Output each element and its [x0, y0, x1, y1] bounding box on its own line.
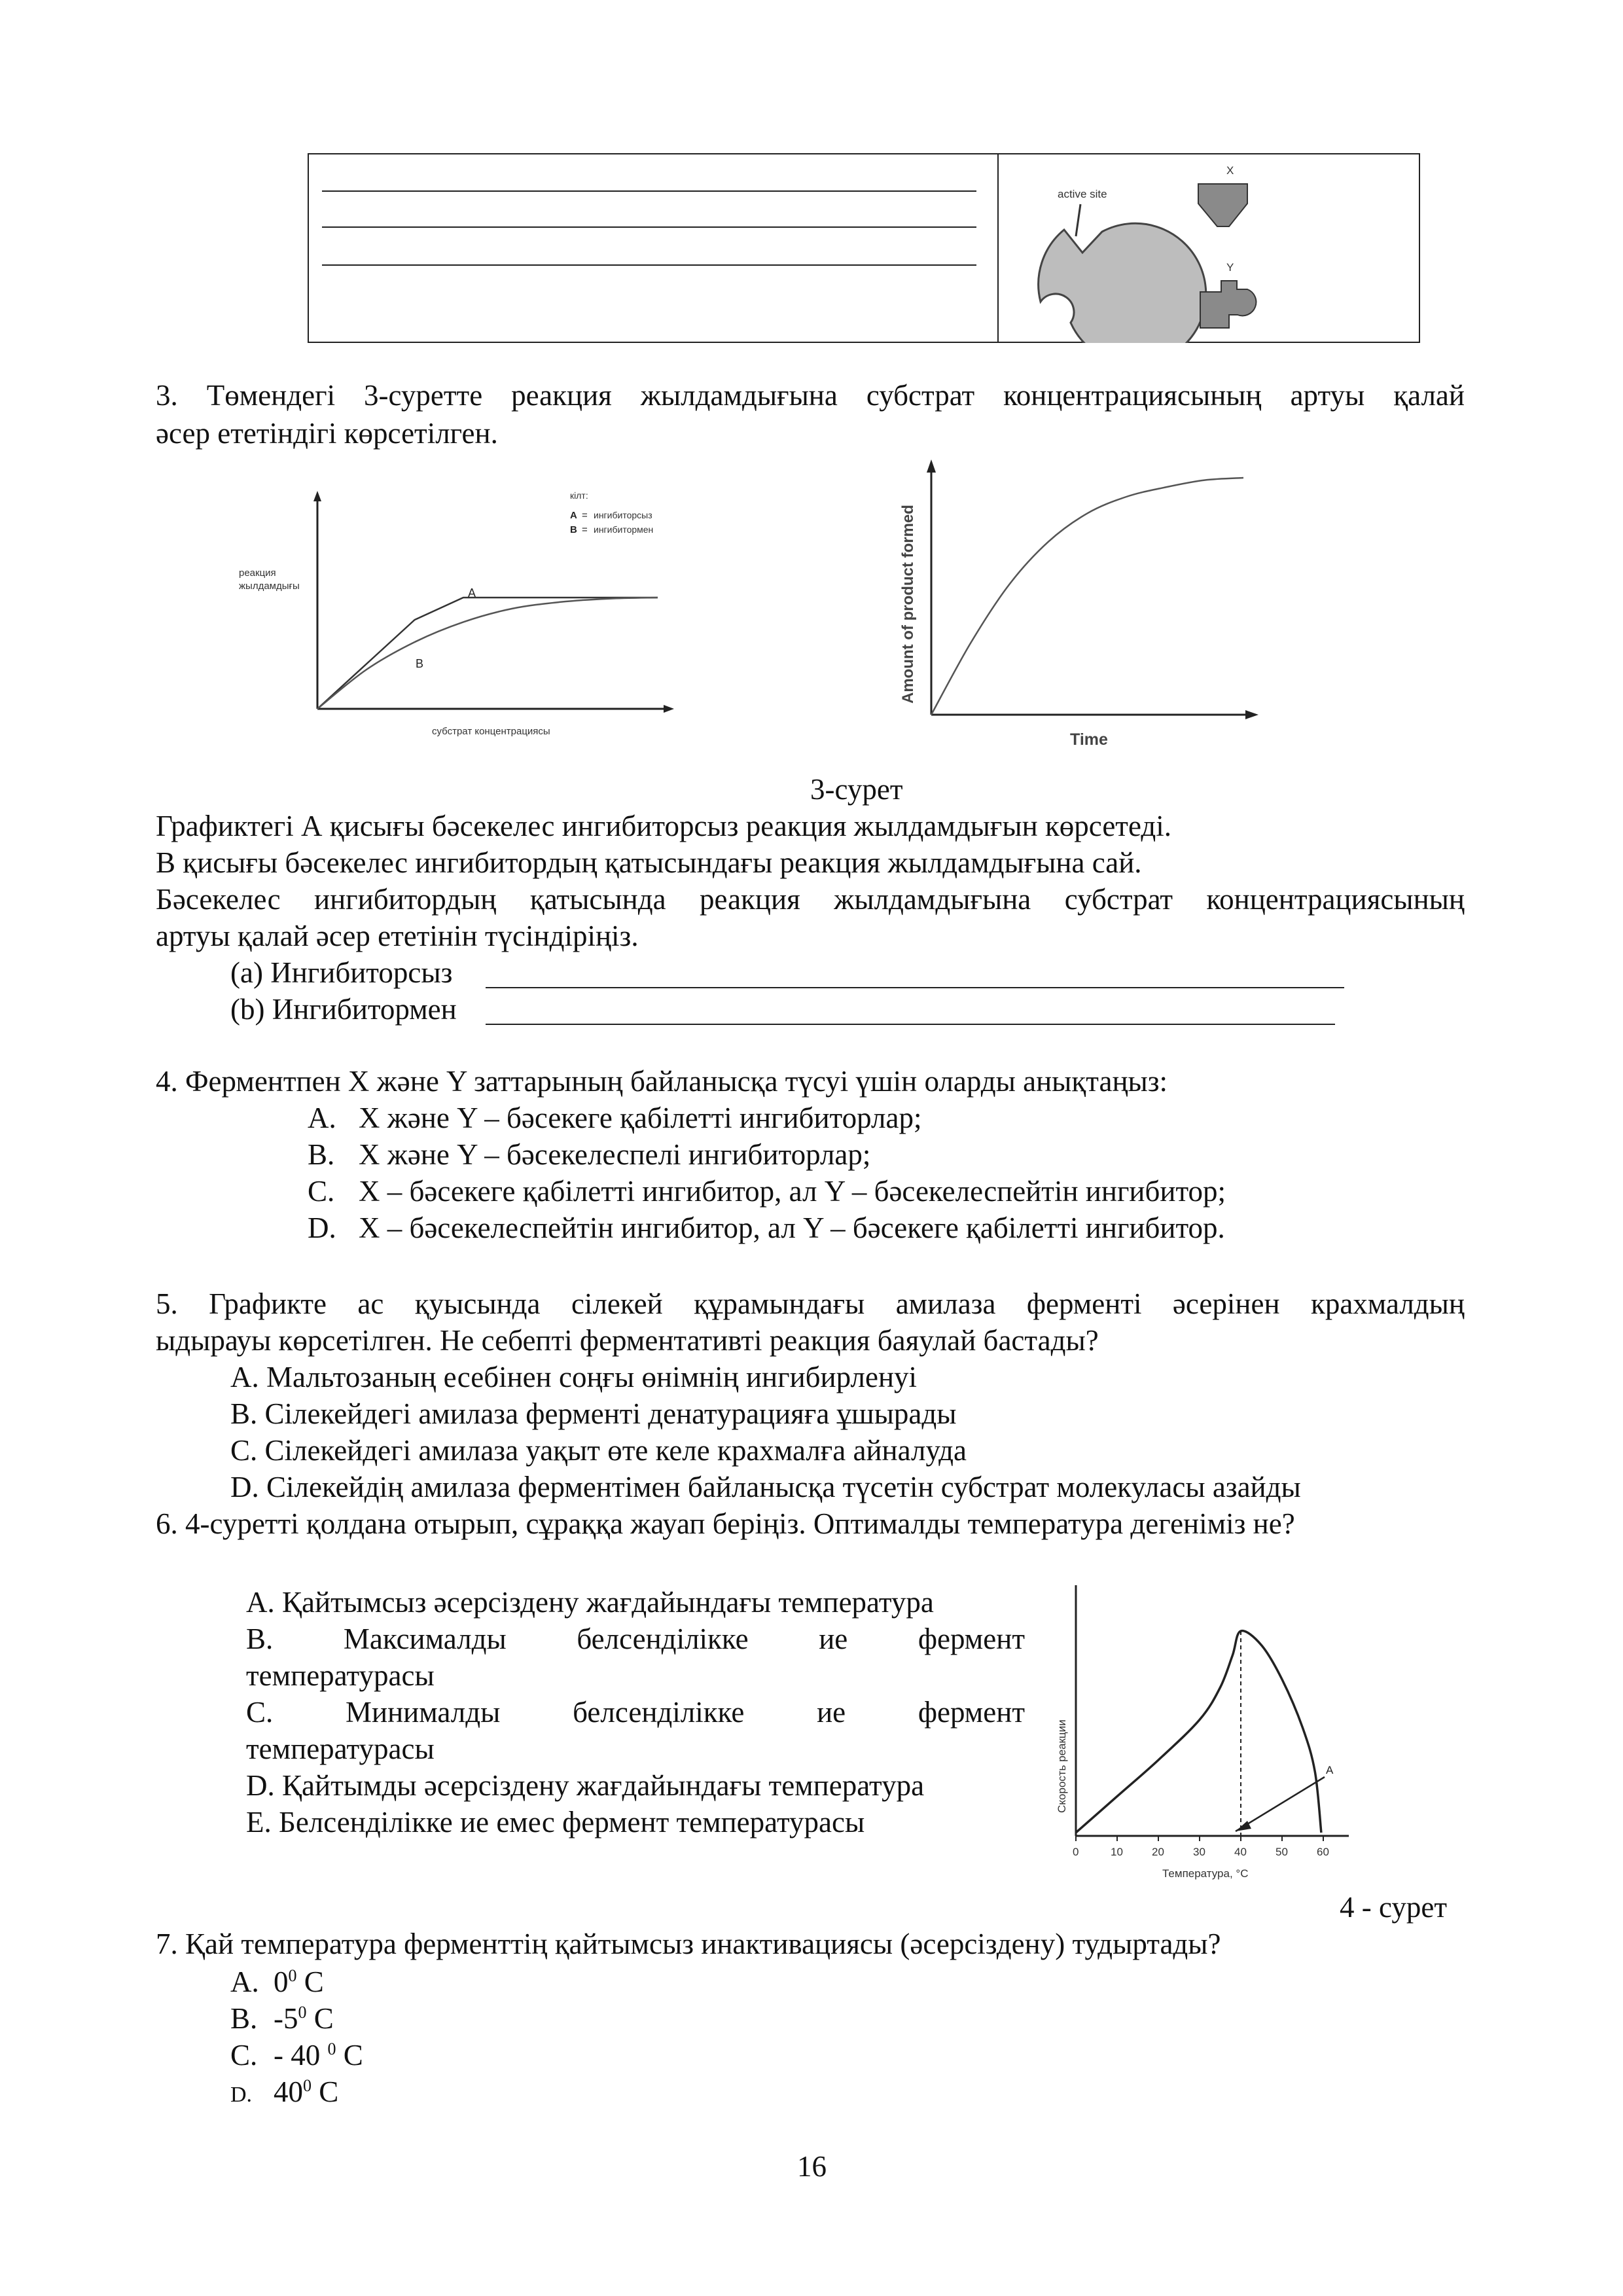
chart3-ylabel: Скорость реакции — [1056, 1719, 1068, 1813]
q3-line1: 3. Төмендегі 3-суретте реакция жылдамдығына субстрат концентрациясының артуы қалай — [156, 379, 1465, 412]
chart3-tick-label: 20 — [1152, 1846, 1164, 1858]
chart1-legend-title: кілт: — [570, 490, 588, 501]
q3-answer-a-label: (a) Ингибиторсыз — [230, 956, 453, 989]
q3-answer-b-label: (b) Ингибитормен — [230, 993, 457, 1026]
q6-options — [246, 1584, 1025, 1840]
q3-line2: әсер ететіндігі көрсетілген. — [156, 417, 498, 450]
q7-options — [230, 1964, 363, 2113]
q5-options — [230, 1359, 1301, 1505]
q5-option-b: B. Сілекейдегі амилаза ферменті денатурацияға ұшырады — [230, 1397, 957, 1430]
chart1-y-arrow — [313, 491, 321, 501]
q7-option-b: B. $-5^0$ C — [230, 2002, 334, 2035]
chart3-background — [1051, 1577, 1359, 1892]
answer-line — [322, 226, 976, 228]
q3-text2: В қисығы бәсекелес ингибитордың қатысындағы реакция жылдамдығына сай. — [156, 846, 1142, 879]
q6-option-a: A. Қайтымсыз әсерсіздену жағдайындағы температура — [246, 1586, 934, 1619]
q3-text1: Графиктегі А қисығы бәсекелес ингибиторсыз реакция жылдамдығын көрсетеді. — [156, 810, 1171, 842]
chart1-xlabel: субстрат концентрациясы — [432, 726, 550, 737]
chart3-point-a-label: A — [1326, 1764, 1334, 1776]
q5-option-a: A. Мальтозаның есебінен соңғы өнімнің ингибирленуі — [230, 1361, 918, 1393]
q3-fig-caption: 3-сурет — [810, 773, 903, 806]
chart1-legend-b-letter: B — [570, 524, 577, 535]
q6-option-b-line2: температурасы — [246, 1659, 435, 1692]
q4-stem: 4. Ферментпен X және Y заттарының байланысқа түсуі үшін оларды анықтаңыз: — [156, 1065, 1168, 1098]
chart2-y-arrow — [927, 459, 936, 473]
q6-fig-caption: 4 - сурет — [1340, 1891, 1448, 1924]
q7-option-a: A. $0^0$ C — [230, 1965, 324, 1998]
chart1-legend-a-eq: = — [582, 510, 588, 521]
q3-text4: артуы қалай әсер ететінін түсіндіріңіз. — [156, 920, 639, 952]
q7-stem: 7. Қай температура ферменттің қайтымсыз инактивациясы (әсерсіздену) тудыртады? — [156, 1928, 1221, 1960]
q5-line1: 5. Графикте ас қуысында сілекей құрамындағы амилаза ферменті әсерінен крахмалдың — [156, 1287, 1465, 1320]
q7-option-d: D. $40^0$ C — [230, 2075, 339, 2108]
chart3-tick-label: 50 — [1275, 1846, 1288, 1858]
y-molecule — [1200, 281, 1256, 328]
q6-option-b-line1: B. Максималды белсенділікке ие фермент — [246, 1623, 1025, 1655]
chart1-ylabel-line2: жылдамдығы — [239, 581, 300, 592]
q6-stem: 6. 4-суретті қолдана отырып, сұраққа жауап беріңіз. Оптималды температура дегеніміз не? — [156, 1507, 1295, 1540]
q4-option-a: A. X және Y – бәсекеге қабілетті ингибиторлар; — [308, 1102, 922, 1134]
chart-product-vs-time — [887, 452, 1273, 759]
y-label: Y — [1226, 261, 1234, 274]
chart3-tick-label: 30 — [1193, 1846, 1205, 1858]
chart2-curve — [931, 478, 1243, 715]
chart1-legend-a-letter: A — [570, 510, 577, 521]
chart3-tick-label: 0 — [1073, 1846, 1079, 1858]
q4-options — [308, 1100, 1226, 1246]
q6-option-d: D. Қайтымды әсерсіздену жағдайындағы температура — [246, 1769, 925, 1802]
chart1-x-arrow — [664, 705, 674, 713]
chart3-tick-label: 60 — [1317, 1846, 1329, 1858]
x-molecule — [1198, 184, 1247, 226]
chart-substrate-concentration — [239, 478, 697, 753]
answer-line — [322, 190, 976, 192]
chart1-curve-a-label: A — [468, 586, 476, 600]
q5-line2: ыдырауы көрсетілген. Не себепті ферментативті реакция баяулай бастады? — [156, 1324, 1099, 1357]
enzyme-diagram — [999, 154, 1420, 343]
chart2-x-arrow — [1245, 710, 1258, 719]
chart1-curve-b — [317, 598, 658, 709]
q4-option-d: D. X – бәсекелеспейтін ингибитор, ал Y – бәсекеге қабілетті ингибитор. — [308, 1211, 1225, 1244]
chart1-legend-b-eq: = — [582, 524, 588, 535]
q4-option-c: C. X – бәсекеге қабілетті ингибитор, ал Y – бәсекелеспейтін ингибитор; — [308, 1175, 1226, 1208]
chart1-legend-b-text: ингибитормен — [594, 524, 654, 535]
chart3-tick-label: 40 — [1234, 1846, 1247, 1858]
answer-line — [322, 264, 976, 266]
chart1-legend-a-text: ингибиторсыз — [594, 510, 652, 520]
q3-text3: Бәсекелес ингибитордың қатысында реакция жылдамдығына субстрат концентрациясының — [156, 883, 1465, 916]
top-box — [308, 153, 1420, 343]
x-label: X — [1226, 164, 1234, 177]
q6-option-c-line2: температурасы — [246, 1732, 435, 1765]
enzyme-shape — [1039, 223, 1206, 343]
q6-option-c-line1: C. Минималды белсенділікке ие фермент — [246, 1696, 1025, 1729]
q5-option-c: C. Сілекейдегі амилаза уақыт өте келе крахмалға айналуда — [230, 1434, 967, 1467]
chart-temperature — [1051, 1577, 1359, 1892]
q3-answer-b-line[interactable] — [486, 1024, 1335, 1025]
q4-option-b: B. X және Y – бәсекелеспелі ингибиторлар; — [308, 1138, 871, 1171]
chart2-ylabel: Amount of product formed — [899, 505, 917, 704]
q5-option-d: D. Сілекейдің амилаза ферментімен байланысқа түсетін субстрат молекуласы азайды — [230, 1471, 1301, 1503]
q7-option-c: C. - 40 $^0$ C — [230, 2039, 363, 2072]
chart1-ylabel-line1: реакция — [239, 567, 276, 579]
chart1-curve-b-label: B — [416, 657, 424, 670]
active-site-label: active site — [1058, 188, 1107, 200]
page-number: 16 — [797, 2150, 827, 2183]
q6-option-e: E. Белсенділікке ие емес фермент температурасы — [246, 1806, 865, 1839]
chart3-tick-label: 10 — [1111, 1846, 1123, 1858]
active-site-pointer — [1076, 204, 1080, 236]
chart2-xlabel: Time — [1070, 730, 1108, 749]
chart3-xlabel: Температура, °С — [1162, 1867, 1249, 1880]
q3-answer-a-line[interactable] — [486, 987, 1344, 988]
